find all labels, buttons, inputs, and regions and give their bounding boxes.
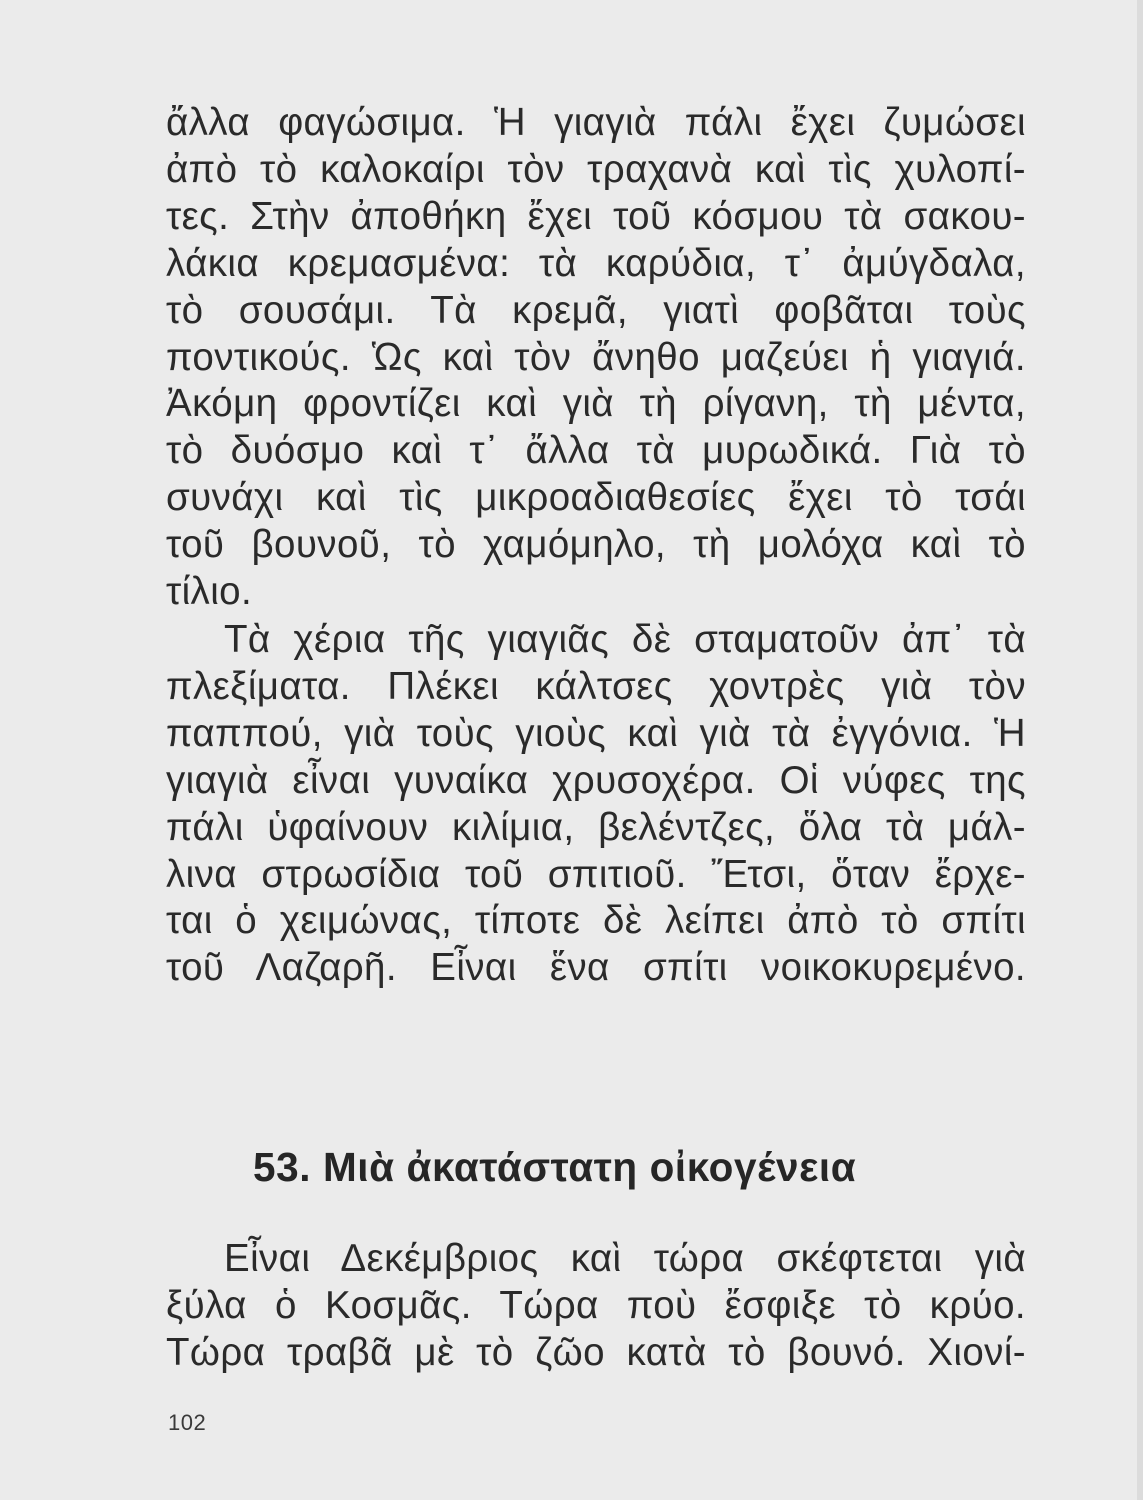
text-line-last: τίλιο. [166,570,253,614]
text-line: τες. Στὴν ἀποθήκη ἔχει τοῦ κόσμου τὰ σακου- [166,194,1026,238]
text-line: ποντικούς. Ὡς καὶ τὸν ἄνηθο μαζεύει ἡ γιαγιά. [166,335,1026,379]
text-line-first: Εἶναι Δεκέμβριος καὶ τώρα σκέφτεται γιὰ [224,1237,1026,1280]
text-line: ξύλα ὁ Κοσμᾶς. Τώρα ποὺ ἔσφιξε τὸ κρύο. [166,1283,1026,1327]
page-number: 102 [168,1410,207,1435]
section-heading: 53. Μιὰ ἀκατάστατη οἰκογένεια [253,1144,857,1190]
text-line-first: Τὰ χέρια τῆς γιαγιᾶς δὲ σταματοῦν ἀπ᾽ τὰ [224,618,1026,661]
text-line: τὸ δυόσμο καὶ τ᾽ ἄλλα τὰ μυρωδικά. Γιὰ τὸ [166,429,1026,473]
text-line: ται ὁ χειμώνας, τίποτε δὲ λείπει ἀπὸ τὸ σπίτι [166,899,1026,943]
text-line: ἄλλα φαγώσιμα. Ἡ γιαγιὰ πάλι ἔχει ζυμώσει [166,101,1026,144]
text-line: λάκια κρεμασμένα: τὰ καρύδια, τ᾽ ἀμύγδαλα, [166,241,1026,285]
text-line: Ἀκόμη φροντίζει καὶ γιὰ τὴ ρίγανη, τὴ μέντα, [166,382,1026,426]
text-line: παππού, γιὰ τοὺς γιοὺς καὶ γιὰ τὰ ἐγγόνια. Ἡ [166,711,1026,755]
text-line: συνάχι καὶ τὶς μικροαδιαθεσίες ἔχει τὸ τσάι [166,476,1026,520]
text-line: ἀπὸ τὸ καλοκαίρι τὸν τραχανὰ καὶ τὶς χυλοπί- [166,147,1026,191]
text-line: πάλι ὑφαίνουν κιλίμια, βελέντζες, ὅλα τὰ μάλ- [166,805,1026,849]
text-line: τοῦ βουνοῦ, τὸ χαμόμηλο, τὴ μολόχα καὶ τὸ [166,523,1026,567]
text-line: λινα στρωσίδια τοῦ σπιτιοῦ. Ἔτσι, ὅταν ἔρχε- [166,852,1026,896]
text-line: πλεξίματα. Πλέκει κάλτσες χοντρὲς γιὰ τὸν [166,664,1026,708]
text-line: Τώρα τραβᾶ μὲ τὸ ζῶο κατὰ τὸ βουνό. Χιονί- [166,1330,1026,1374]
paragraph-grandmother-knitting [166,617,1026,992]
text-line: γιαγιὰ εἶναι γυναίκα χρυσοχέρα. Οἱ νύφες της [166,758,1026,802]
text-line: τὸ σουσάμι. Τὰ κρεμᾶ, γιατὶ φοβᾶται τοὺς [166,288,1026,332]
paragraph-new-section [166,1236,1026,1377]
page-edge-shadow [1137,0,1143,1500]
text-line-last: τοῦ Λαζαρῆ. Εἶναι ἕνα σπίτι νοικοκυρεμένο. [166,946,1026,990]
paragraph-continuation [166,100,1026,616]
